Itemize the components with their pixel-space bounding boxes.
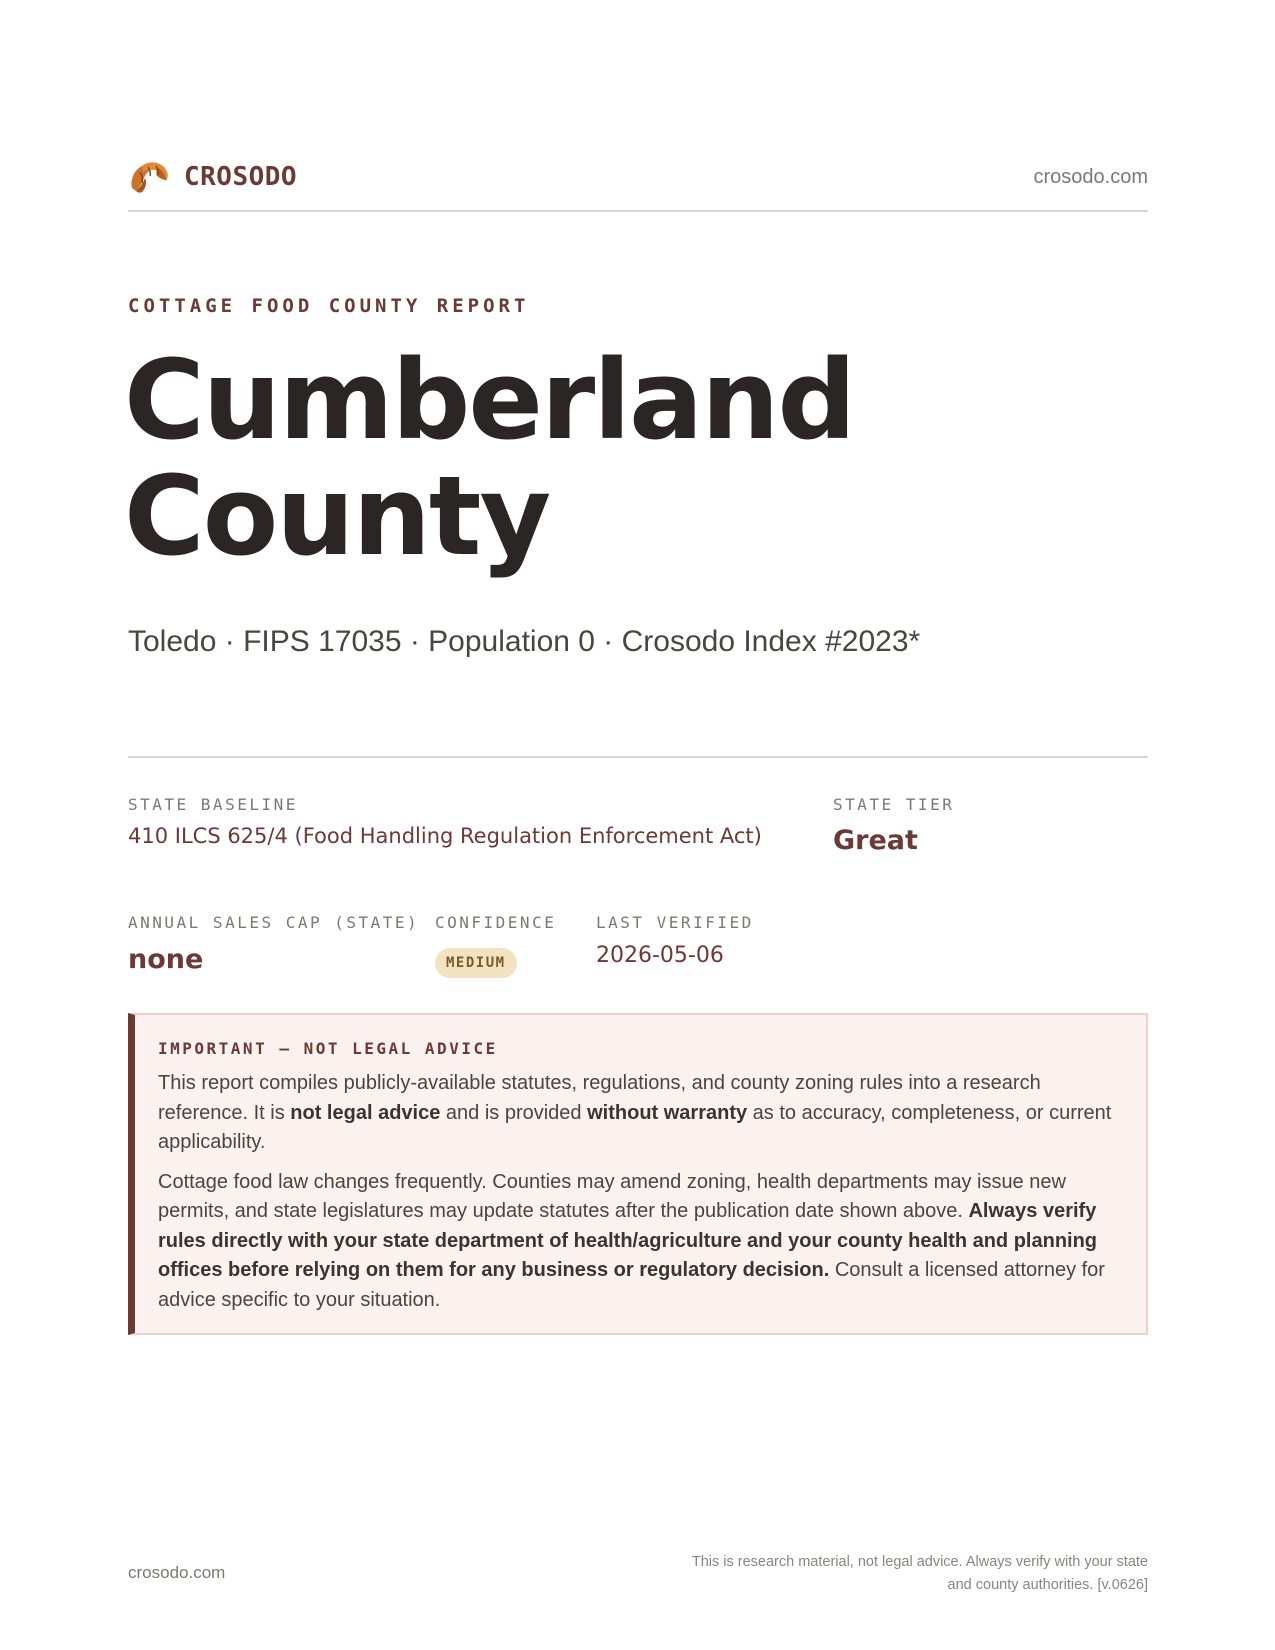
section-divider [128,756,1148,758]
legal-notice [128,1013,1148,1335]
county-subtitle: Toledo · FIPS 17035 · Population 0 · Crosodo Index #2023* [128,625,921,658]
croissant-icon [128,158,170,196]
footer-site[interactable]: crosodo.com [128,1563,226,1582]
report-eyebrow: COTTAGE FOOD COUNTY REPORT [128,295,530,317]
site-link[interactable]: crosodo.com [1033,166,1148,188]
confidence-badge: MEDIUM [435,948,517,978]
sales-cap-label: ANNUAL SALES CAP (STATE) [128,913,420,932]
last-verified-value: 2026-05-06 [596,943,724,968]
county-title: Cumberland County [124,336,855,580]
notice-title: IMPORTANT — NOT LEGAL ADVICE [158,1039,498,1058]
footer-disclaimer-line-1: This is research material, not legal advice. Always verify with your state [691,1554,1148,1570]
footer-disclaimer-line-2: and county authorities. [v.0626] [947,1577,1148,1593]
state-tier-label: STATE TIER [833,795,955,814]
brand-name: CROSODO [184,162,298,192]
state-baseline-label: STATE BASELINE [128,795,298,814]
sales-cap-value: none [128,944,204,975]
last-verified-label: LAST VERIFIED [596,913,754,932]
brand[interactable] [128,158,297,196]
notice-paragraph-1: This report compiles publicly-available statutes, regulations, and county zoning rules into a research reference. It is not legal advice and is provided without warranty as to accuracy, completeness, or current applicability. [158,1072,1112,1153]
page-header [128,158,1148,212]
state-tier-value: Great [833,825,918,856]
state-baseline-value: 410 ILCS 625/4 (Food Handling Regulation Enforcement Act) [128,824,762,848]
notice-paragraph-2: Cottage food law changes frequently. Counties may amend zoning, health departments may issue new permits, and state legislatures may update statutes after the publication date shown above. Always verify rules directly with your state department of health/agriculture and your county health and planning offices before relying on them for any business or regulatory decision. Consult a licensed attorney for advice specific to your situation. [158,1170,1105,1311]
footer-disclaimer [628,1551,1148,1597]
report-page [124,0,1148,1650]
confidence-label: CONFIDENCE [435,913,557,932]
